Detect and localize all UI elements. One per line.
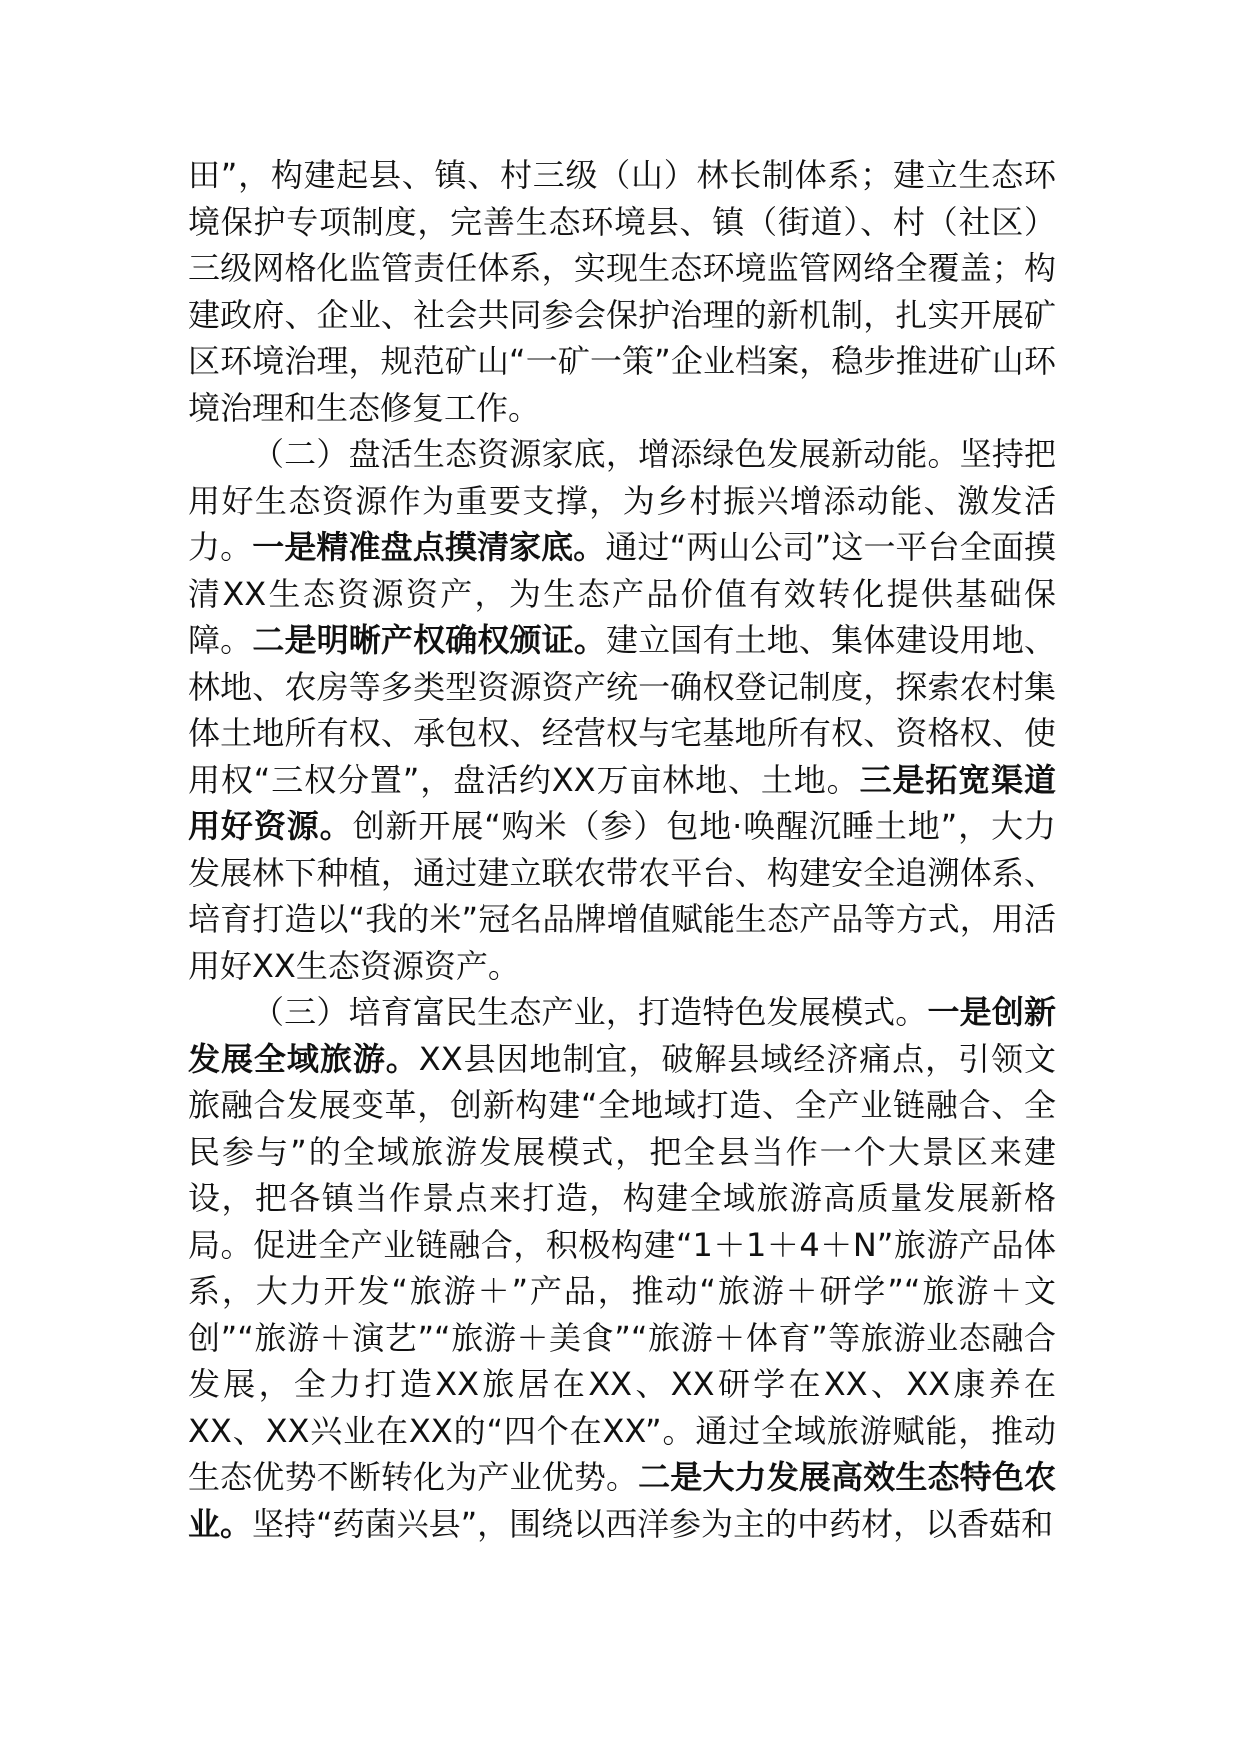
paragraph-1-text: 田”，构建起县、镇、村三级（山）林长制体系；建立生态环境保护专项制度，完善生态环境县、镇（街道）、村（社区）三级网格化监管责任体系，实现生态环境监管网络全覆盖；构建政府、企业、社会共同参会保护治理的新机制，扎实开展矿区环境治理，规范矿山“一矿一策”企业档案，稳步推进矿山环境治理和生态修复工作。 [188,156,1056,427]
paragraph-2-text-3: 创新开展“购米（参）包地·唤醒沉睡土地”，大力发展林下种植，通过建立联农带农平台、构建安全追溯体系、培育打造以“我的米”冠名品牌增值赋能生态产品等方式，用活用好XX生态资源资产。 [188,807,1056,985]
paragraph-2 [188,431,1056,989]
paragraph-1 [188,152,1056,431]
paragraph-2-heading-2: 二是明晰产权确权颁证。 [252,621,606,659]
paragraph-2-intro: （二）盘活生态资源家底，增添绿色发展新动能。坚持把用好生态资源作为重要支撑，为乡村振兴增添动能、激发活力。 [188,435,1056,566]
paragraph-2-heading-3: 三是拓宽渠道用好资源。 [188,760,1056,845]
paragraph-3-heading-2: 二是大力发展高效生态特色农业。 [188,1458,1056,1543]
paragraph-3-intro: （三）培育富民生态产业，打造特色发展模式。 [252,993,928,1031]
paragraph-3-heading-1: 一是创新发展全域旅游。 [188,993,1056,1078]
paragraph-2-text-2: 建立国有土地、集体建设用地、林地、农房等多类型资源资产统一确权登记制度，探索农村集体土地所有权、承包权、经营权与宅基地所有权、资格权、使用权“三权分置”，盘活约XX万亩林地、土地。 [188,621,1056,799]
paragraph-3-text-2: 坚持“药菌兴县”，围绕以西洋参为主的中药材，以香菇和 [252,1504,1054,1543]
paragraph-3-text-1: XX县因地制宜，破解县域经济痛点，引领文旅融合发展变革，创新构建“全地域打造、全产业链融合、全民参与”的全域旅游发展模式，把全县当作一个大景区来建设，把各镇当作景点来打造，构建全域旅游高质量发展新格局。促进全产业链融合，积极构建“1＋1＋4＋N”旅游产品体系，大力开发“旅游＋”产品，推动“旅游＋研学”“旅游＋文创”“旅游＋演艺”“旅游＋美食”“旅游＋体育”等旅游业态融合发展，全力打造XX旅居在XX、XX研学在XX、XX康养在XX、XX兴业在XX的“四个在XX”。通过全域旅游赋能，推动生态优势不断转化为产业优势。 [188,1039,1056,1496]
paragraph-2-text-1: 通过“两山公司”这一平台全面摸清XX生态资源资产，为生态产品价值有效转化提供基础保障。 [188,528,1056,659]
paragraph-3 [188,989,1056,1547]
paragraph-2-heading-1: 一是精准盘点摸清家底。 [252,528,606,566]
document-body [188,152,1056,1547]
